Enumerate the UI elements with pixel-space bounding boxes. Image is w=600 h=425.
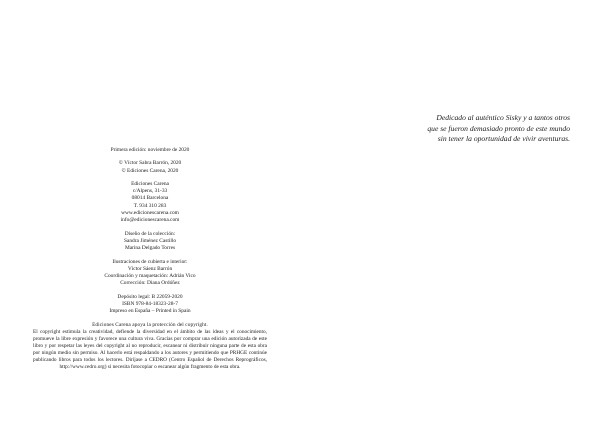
legal-deposit: Depósito legal: B 22059-2020 [117,293,183,300]
design-label: Diseño de la colección: [124,230,176,237]
edition-line: Primera edición: noviembre de 2020 [110,147,190,153]
credits-block [33,147,267,371]
edition-block [33,147,267,154]
design-block [33,231,267,253]
isbn: ISBN 978-84-18323-28-7 [122,301,178,308]
legal-info-block [33,294,267,316]
publisher-street: c/Alpens, 31-33 [132,188,168,195]
designer-1: Sandra Jiménez Castillo [123,237,177,244]
dedication-line-2: que se fueron demasiado pronto de este mundo [427,123,570,133]
publisher-block [33,181,267,225]
publisher-phone: T. 934 310 283 [133,202,167,209]
publisher-city: 08014 Barcelona [131,195,169,202]
copyright-author: © Víctor Sabra Barrón, 2020 [118,160,182,167]
proofreading-credit: Corrección: Diana Ordóñez [120,280,180,287]
legal-notice [33,322,267,371]
illustrator: Víctor Sáenz Barrón [127,265,173,272]
layout-credit: Coordinación y maquetación: Adrián Vico [104,273,196,280]
illustration-label: Ilustraciones de cubierta e interior: [112,258,188,265]
copyright-publisher: © Ediciones Carena, 2020 [121,167,179,174]
publisher-name: Ediciones Carena [131,180,169,187]
designer-2: Marina Delgado Torres [124,245,176,252]
copyright-block [33,160,267,175]
legal-notice-text: El copyright estimula la creatividad, defiende la diversidad en el ámbito de las ideas y el conocimiento, promueve la libre expresión y favorece una cultura viva. Gracias por comprar una edición autorizada de este libro y por respetar las leyes del copyright al no reproducir, escanear ni distribuir ninguna parte de esta obra por ningún medio sin permiso. Al hacerlo está respaldando a los autores y permitiendo que PRHGE continúe publicando libros para todos los lectores. Diríjase a CEDRO (Centro Español de Derechos Reprográficos, http://www.cedro.org) si necesita fotocopiar o escanear algún fragmento de esta obra. [33,328,267,370]
publisher-website: www.edicionescarena.com [121,210,179,217]
dedication-page [300,0,600,425]
printed-in: Impreso en España – Printed in Spain [109,308,191,315]
dedication-line-3: sin tener la oportunidad de vivir aventuras. [437,134,570,143]
dedication-line-1: Dedicado al auténtico Sisky y a tantos otros [436,113,570,122]
illustration-block [33,259,267,288]
legal-notice-heading: Ediciones Carena apoya la protección del copyright. [92,321,208,328]
publisher-email: info@edicionescarena.com [120,217,180,224]
dedication [330,113,570,145]
